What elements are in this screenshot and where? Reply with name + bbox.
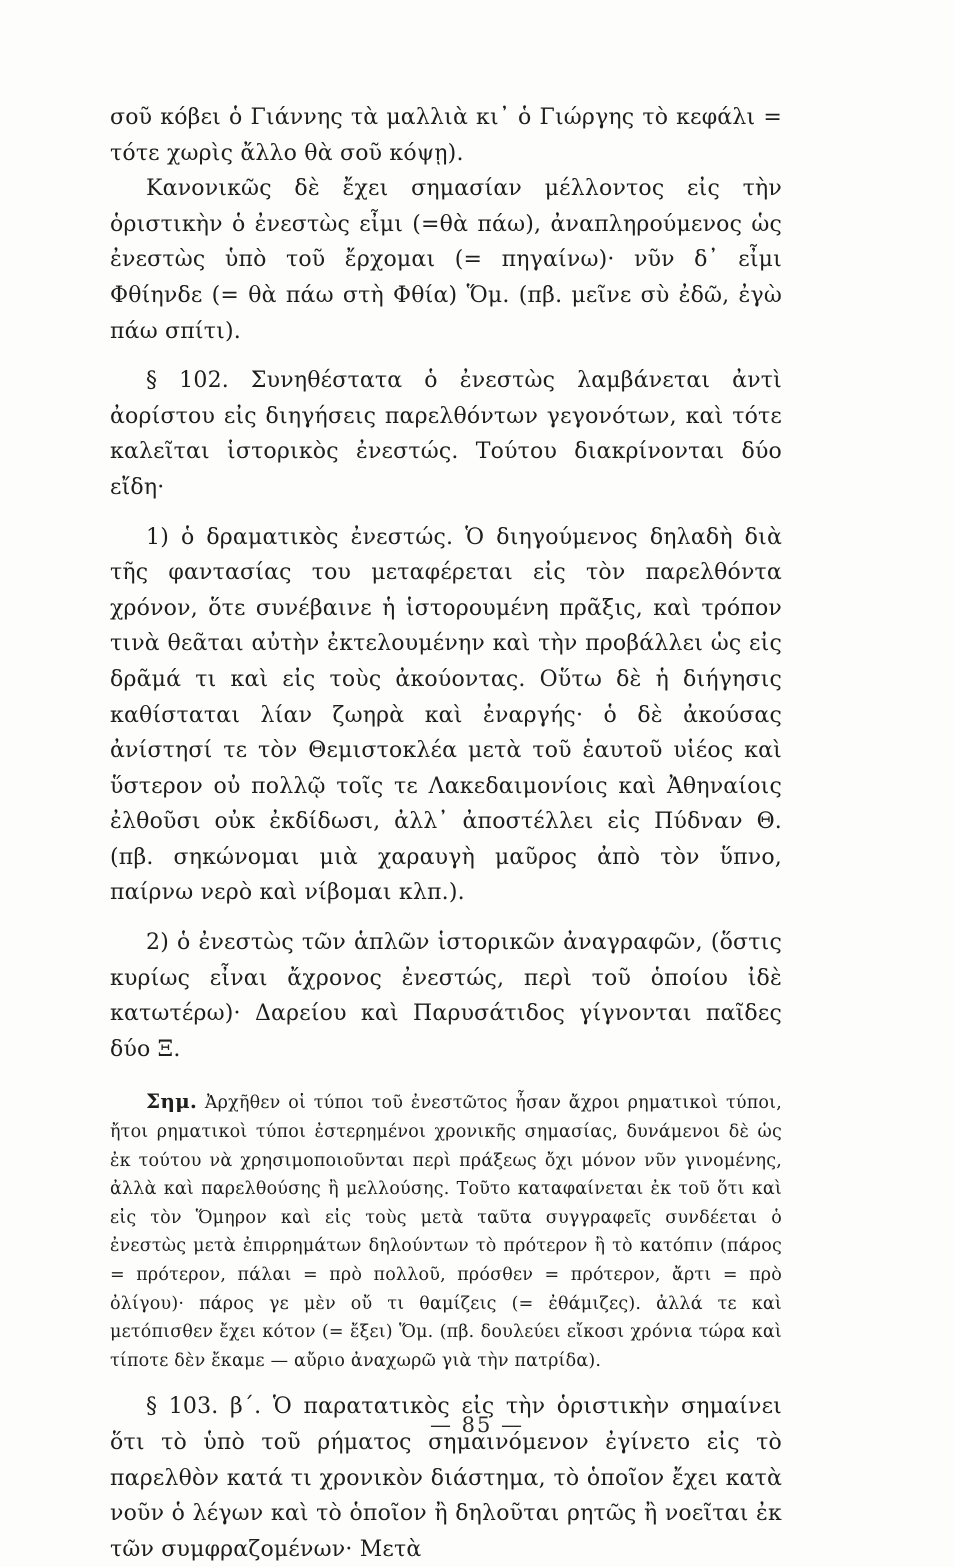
page-number: — 85 — — [429, 1413, 525, 1437]
section-102: § 102. Συνηθέστατα ὁ ἐνεστὼς λαμβάνεται ἀντὶ ἀορίστου εἰς διηγήσεις παρελθόντων γεγονότων, καὶ τότε καλεῖται ἱστορικὸς ἐνεστώς. Τούτου διακρίνονται δύο εἴδη· — [110, 368, 782, 500]
paragraph-continuation: σοῦ κόβει ὁ Γιάννης τὰ μαλλιὰ κι᾽ ὁ Γιώργης τὸ κεφάλι = τότε χωρὶς ἄλλο θὰ σοῦ κόψῃ). — [110, 105, 782, 166]
body-text — [110, 100, 782, 1567]
paragraph-future-meaning: Κανονικῶς δὲ ἔχει σημασίαν μέλλοντος εἰς τὴν ὁριστικὴν ὁ ἐνεστὼς εἶμι (=θὰ πάω), ἀναπληρούμενος ὡς ἐνεστὼς ὑπὸ τοῦ ἔρχομαι (= πηγαίνω)· νῦν δ᾽ εἶμι Φθίηνδε (= θὰ πάω στὴ Φθία) Ὅμ. (πβ. μεῖνε σὺ ἐδῶ, ἐγὼ πάω σπίτι). — [110, 176, 782, 344]
footnote — [110, 1087, 782, 1375]
note-text: Ἀρχῆθεν οἱ τύποι τοῦ ἐνεστῶτος ἦσαν ἄχροι ρηματικοὶ τύποι, ἤτοι ρηματικοὶ τύποι ἐστερημένοι χρονικῆς σημασίας, δυνάμενοι δὲ ὡς ἐκ τούτου νὰ χρησιμοποιοῦνται περὶ πράξεως ὄχι μόνον νῦν γινομένης, ἀλλὰ καὶ παρελθούσης ἢ μελλούσης. Τοῦτο καταφαίνεται ἐκ τοῦ ὅτι καὶ εἰς τὸν Ὅμηρον καὶ εἰς τοὺς μετὰ ταῦτα συγγραφεῖς συνδέεται ὁ ἐνεστὼς μετὰ ἐπιρρημάτων δηλούντων τὸ πρότερον ἢ τὸ κατόπιν (πάρος = πρότερον, πάλαι = πρὸ πολλοῦ, πρόσθεν = πρότερον, ἄρτι = πρὸ ὀλίγου)· πάρος γε μὲν οὔ τι θαμίζεις (= ἐθάμιζες). ἀλλά τε καὶ μετόπισθεν ἔχει κότον (= ἔξει) Ὅμ. (πβ. δουλεύει εἴκοσι χρόνια τώρα καὶ τίποτε δὲν ἔκαμε — αὔριο ἀναχωρῶ γιὰ τὴν πατρίδα). — [110, 1093, 782, 1371]
item-historical-records: 2) ὁ ἐνεστὼς τῶν ἁπλῶν ἱστορικῶν ἀναγραφῶν, (ὅστις κυρίως εἶναι ἄχρονος ἐνεστώς, περὶ τοῦ ὁποίου ἰδὲ κατωτέρω)· Δαρείου καὶ Παρυσάτιδος γίγνονται παῖδες δύο Ξ. — [110, 930, 782, 1062]
item-dramatic-present: 1) ὁ δραματικὸς ἐνεστώς. Ὁ διηγούμενος δηλαδὴ διὰ τῆς φαντασίας του μεταφέρεται εἰς τὸν παρελθόντα χρόνον, ὅτε συνέβαινε ἡ ἱστορουμένη πρᾶξις, καὶ τρόπον τινὰ θεᾶται αὐτὴν ἐκτελουμένην καὶ τὴν προβάλλει ὡς εἰς δρᾶμά τι καὶ εἰς τοὺς ἀκούοντας. Οὕτω δὲ ἡ διήγησις καθίσταται λίαν ζωηρὰ καὶ ἐναργής· ὁ δὲ ἀκούσας ἀνίστησί τε τὸν Θεμιστοκλέα μετὰ τοῦ ἑαυτοῦ υἱέος καὶ ὕστερον οὐ πολλῷ τοῖς τε Λακεδαιμονίοις καὶ Ἀθηναίοις ἐλθοῦσι οὐκ ἐκδίδωσι, ἀλλ᾽ ἀποστέλλει εἰς Πύδναν Θ. (πβ. σηκώνομαι μιὰ χαραυγὴ μαῦρος ἀπὸ τὸν ὕπνο, παίρνω νερὸ καὶ νίβομαι κλπ.). — [110, 524, 782, 906]
section-103: § 103. β´. Ὁ παρατατικὸς εἰς τὴν ὁριστικὴν σημαίνει ὅτι τὸ ὑπὸ τοῦ ρήματος σημαινόμενον ἐγίνετο εἰς τὸ παρελθὸν κατά τι χρονικὸν διάστημα, τὸ ὁποῖον ἔχει κατὰ νοῦν ὁ λέγων καὶ τὸ ὁποῖον ἢ δηλοῦται ρητῶς ἢ νοεῖται ἐκ τῶν συμφραζομένων· Μετὰ — [110, 1394, 782, 1562]
note-label: Σημ. — [146, 1089, 198, 1114]
